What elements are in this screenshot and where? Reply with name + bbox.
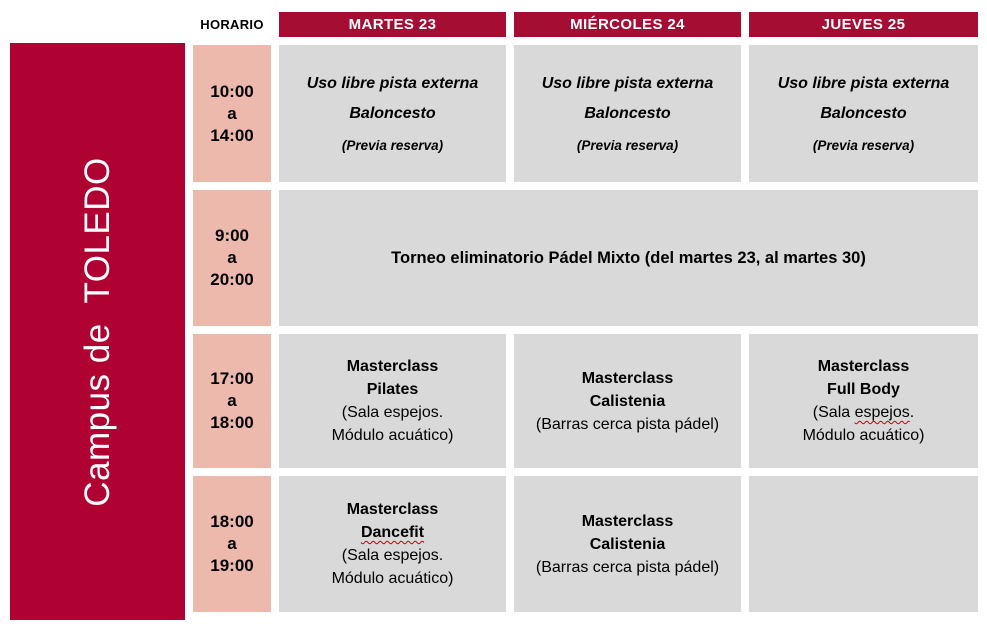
- time-separator: a: [227, 391, 237, 410]
- activity-line-2: Baloncesto: [820, 105, 907, 122]
- activity-cell-jueves-full-body: [749, 334, 978, 468]
- activity-line-2: Calistenia: [589, 392, 666, 410]
- activity-line-1: Uso libre pista externa: [777, 75, 950, 92]
- time-start: 10:00: [210, 81, 254, 101]
- activity-line-2: Calistenia: [589, 535, 666, 553]
- activity-line-1: Masterclass: [346, 501, 439, 518]
- time-end: 14:00: [210, 125, 254, 145]
- activity-cell-martes-dancefit: [279, 476, 506, 612]
- time-end: 20:00: [210, 270, 254, 289]
- time-start: 18:00: [210, 512, 254, 531]
- campus-banner: [10, 43, 185, 620]
- activity-line-1: Uso libre pista externa: [306, 75, 479, 92]
- activity-title: [307, 69, 479, 129]
- day-header-jueves-25: JUEVES 25: [749, 12, 978, 37]
- line-3-misspelled-word: espejos: [854, 404, 910, 421]
- line-3-suffix: .: [909, 404, 915, 421]
- activity-line-3: (Barras cerca pista pádel): [535, 558, 720, 576]
- activity-title: [542, 69, 714, 129]
- time-start: 9:00: [214, 226, 250, 245]
- day-header-miercoles-24: MIÉRCOLES 24: [514, 12, 741, 37]
- activity-line-1: Uso libre pista externa: [541, 75, 714, 92]
- activity-note: (Previa reserva): [576, 138, 679, 153]
- activity-cell-jueves-empty: [749, 476, 978, 612]
- activity-line-2: Full Body: [827, 381, 900, 398]
- horario-header: HORARIO: [200, 17, 264, 32]
- activity-cell-martes-pilates: [279, 334, 506, 468]
- time-start: 17:00: [210, 369, 254, 388]
- activity-line-3: (Sala espejos.: [341, 547, 444, 564]
- activity-line-4: Módulo acuático): [802, 427, 925, 444]
- campus-title: Campus de TOLEDO: [77, 156, 117, 507]
- activity-line-1: Masterclass: [817, 358, 910, 375]
- activity-line-4: Módulo acuático): [331, 570, 454, 587]
- line-3-prefix: (Sala: [812, 404, 855, 421]
- activity-cell-miercoles-uso-libre: [514, 45, 741, 182]
- activity-line-2-misspelled: Dancefit: [360, 524, 425, 541]
- activity-line-4: Módulo acuático): [331, 427, 454, 444]
- time-end: 19:00: [210, 556, 254, 575]
- schedule-table: [193, 12, 978, 612]
- time-separator: a: [227, 248, 237, 267]
- activity-cell-miercoles-calistenia: [514, 334, 741, 468]
- activity-cell-martes-uso-libre: [279, 45, 506, 182]
- activity-line-2: Baloncesto: [584, 105, 671, 122]
- day-header-martes-23: MARTES 23: [279, 12, 506, 37]
- time-slot-18-19: [193, 476, 271, 612]
- activity-line-3: (Barras cerca pista pádel): [535, 415, 720, 433]
- activity-line-3: [813, 401, 914, 424]
- activity-line-1: Masterclass: [581, 512, 674, 530]
- activity-title: [778, 69, 950, 129]
- activity-line-2: Baloncesto: [349, 105, 436, 122]
- activity-line-1: Masterclass: [581, 369, 674, 387]
- activity-line-1: Masterclass: [346, 358, 439, 375]
- time-slot-9-20: [193, 190, 271, 326]
- activity-note: (Previa reserva): [341, 138, 444, 153]
- time-slot-17-18: [193, 334, 271, 468]
- activity-cell-jueves-uso-libre: [749, 45, 978, 182]
- activity-cell-miercoles-calistenia-2: [514, 476, 741, 612]
- time-end: 18:00: [210, 413, 254, 432]
- activity-note: (Previa reserva): [812, 138, 915, 153]
- time-separator: a: [227, 103, 237, 123]
- time-slot-10-14: [193, 45, 271, 182]
- activity-line-3: (Sala espejos.: [341, 404, 444, 421]
- time-separator: a: [227, 534, 237, 553]
- activity-cell-torneo-padel: Torneo eliminatorio Pádel Mixto (del martes 23, al martes 30): [279, 190, 978, 326]
- activity-line-2: Pilates: [366, 381, 419, 398]
